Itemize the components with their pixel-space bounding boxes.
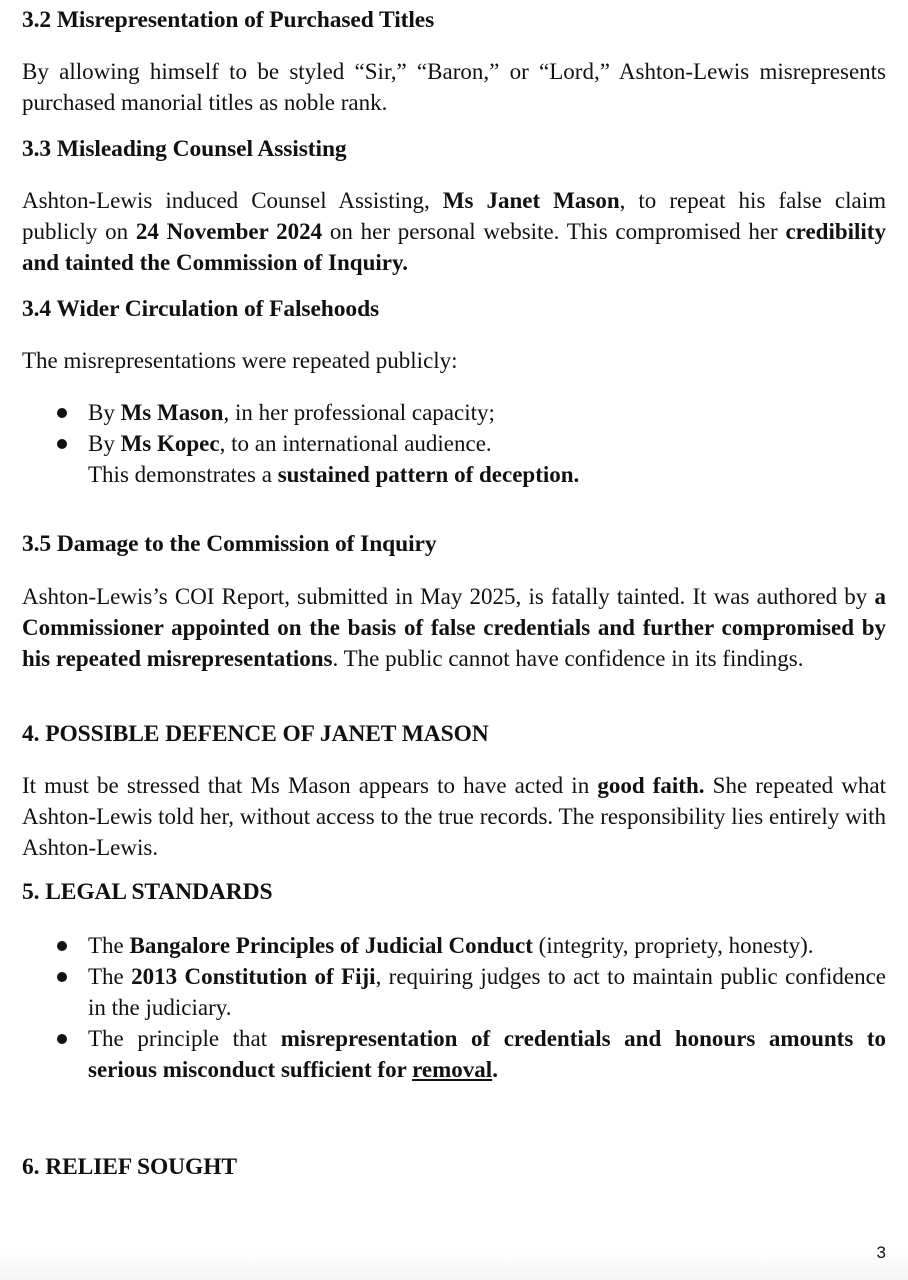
text-run: She repeated what Ashton-Lewis told her, without access to the true records. The responsibility lies entirely with Ashton-Lewis.: [22, 773, 886, 860]
list-item: [22, 397, 886, 428]
section-6: [22, 1152, 886, 1182]
section-4: [22, 719, 886, 749]
section-heading: 6. RELIEF SOUGHT: [22, 1154, 237, 1180]
paragraph: [22, 185, 886, 278]
bullet-list: [22, 930, 886, 1085]
bold-text: .: [492, 1057, 498, 1082]
section-3-5-body: [22, 581, 886, 674]
section-3-3: [22, 134, 886, 164]
section-heading: 5. LEGAL STANDARDS: [22, 879, 273, 905]
list-continuation: [22, 459, 886, 490]
bold-run: 24 November 2024: [135, 219, 323, 244]
list-item: [22, 930, 886, 961]
section-3-5: [22, 529, 886, 559]
text-run: , in her professional capacity;: [223, 400, 495, 425]
list-item: [22, 961, 886, 1023]
bold-text: misrepresentation of credentials and honours amounts to serious misconduct sufficient for: [88, 1026, 886, 1082]
section-heading: 4. POSSIBLE DEFENCE OF JANET MASON: [22, 721, 489, 747]
section-3-4-body: [22, 345, 886, 376]
page-number: 3: [876, 1243, 886, 1262]
section-3-4-list: [22, 397, 886, 490]
text-run: , to an international audience.: [219, 431, 492, 456]
list-item: [22, 1023, 886, 1085]
section-4-body: [22, 770, 886, 863]
bold-run: sustained pattern of deception.: [277, 462, 580, 487]
underlined-text: removal: [412, 1057, 493, 1082]
bullet-icon: [57, 972, 67, 982]
text-run: The principle that: [88, 1026, 281, 1051]
text-run: , requiring judges to act to maintain public confidence in the judiciary.: [88, 964, 887, 1020]
paragraph: By allowing himself to be styled “Sir,” “Baron,” or “Lord,” Ashton-Lewis misrepresents purchased manorial titles as noble rank.: [22, 59, 886, 115]
text-run: , to repeat his false claim publicly on: [22, 188, 886, 244]
text-run: This demonstrates a: [88, 462, 278, 487]
section-heading: 3.4 Wider Circulation of Falsehoods: [22, 296, 380, 322]
paragraph: [22, 581, 886, 674]
text-run: By: [88, 431, 121, 456]
bold-run: good faith.: [597, 773, 705, 798]
section-3-2: [22, 5, 886, 35]
paragraph: [22, 770, 886, 863]
bullet-icon: [57, 941, 67, 951]
text-run: Ashton-Lewis induced Counsel Assisting,: [22, 188, 443, 213]
bullet-list: [22, 397, 886, 459]
section-heading: 3.5 Damage to the Commission of Inquiry: [22, 531, 437, 557]
text-run: The: [88, 933, 130, 958]
text-run: (integrity, propriety, honesty).: [532, 933, 814, 958]
section-heading: 3.2 Misrepresentation of Purchased Titles: [22, 7, 435, 33]
text-run: The: [88, 964, 132, 989]
section-3-4: [22, 294, 886, 324]
text-run: on her personal website. This compromised her: [322, 219, 786, 244]
section-3-2-body: [22, 56, 886, 118]
section-5: [22, 877, 886, 907]
text-run: . The public cannot have confidence in its findings.: [332, 646, 804, 671]
bold-run: Ms Kopec: [120, 431, 220, 456]
text-run: It must be stressed that Ms Mason appears to have acted in: [22, 773, 598, 798]
bold-run: a Commissioner appointed on the basis of false credentials and further compromised by his repeated misrepresentations: [22, 584, 886, 671]
bullet-icon: [57, 439, 67, 449]
text-run: By: [88, 400, 121, 425]
bullet-icon: [57, 408, 67, 418]
text-run: Ashton-Lewis’s COI Report, submitted in May 2025, is fatally tainted. It was authored by: [22, 584, 875, 609]
bold-run: Ms Mason: [120, 400, 224, 425]
bold-run: Ms Janet Mason: [442, 188, 620, 213]
bold-run: 2013 Constitution of Fiji: [131, 964, 376, 989]
paragraph: The misrepresentations were repeated publicly:: [22, 348, 458, 373]
section-heading: 3.3 Misleading Counsel Assisting: [22, 136, 347, 162]
bold-run: credibility and tainted the Commission of Inquiry.: [22, 219, 886, 275]
section-5-list: [22, 930, 886, 1085]
bullet-icon: [57, 1034, 67, 1044]
list-item: [22, 428, 886, 459]
page-footer: [0, 1246, 908, 1280]
section-3-3-body: [22, 185, 886, 278]
bold-run: Bangalore Principles of Judicial Conduct: [129, 933, 533, 958]
